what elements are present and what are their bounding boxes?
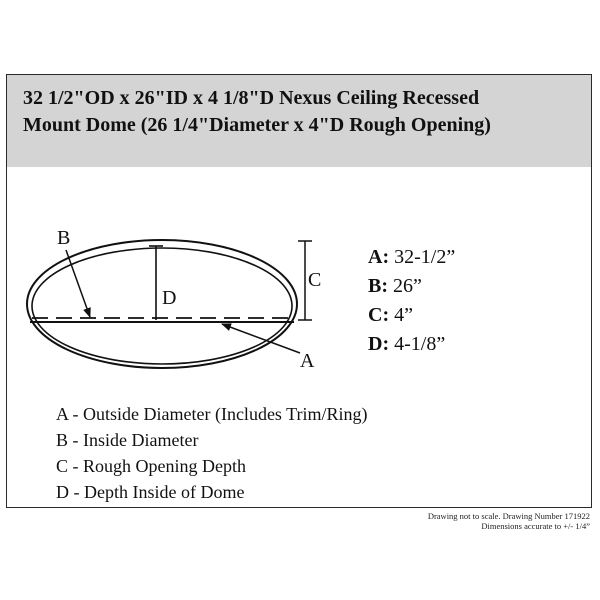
legend-item-d: D - Depth Inside of Dome bbox=[56, 482, 245, 502]
legend-item-a: A - Outside Diameter (Includes Trim/Ring) bbox=[56, 404, 368, 424]
spec-row-b bbox=[368, 273, 578, 302]
product-title-line-2: Mount Dome (26 1/4"Diameter x 4"D Rough Opening) bbox=[23, 114, 491, 136]
spec-key: A: bbox=[368, 246, 390, 268]
spec-key: C: bbox=[368, 304, 390, 326]
spec-row-d bbox=[368, 331, 578, 360]
spec-row-a bbox=[368, 244, 578, 273]
callout-d: D bbox=[162, 287, 177, 309]
callout-b-arrow bbox=[66, 250, 90, 317]
spec-row-c bbox=[368, 302, 578, 331]
product-title-line-1: 32 1/2"OD x 26"ID x 4 1/8"D Nexus Ceiling Recessed bbox=[23, 87, 480, 109]
dimension-specs bbox=[368, 244, 578, 360]
callout-a: A bbox=[300, 350, 315, 372]
spec-value: 32-1/2” bbox=[389, 246, 456, 268]
footnote-scale: Drawing not to scale. Drawing Number 171922 bbox=[427, 511, 590, 521]
legend-item-b: B - Inside Diameter bbox=[56, 430, 199, 450]
spec-value: 4-1/8” bbox=[389, 333, 446, 355]
spec-value: 4” bbox=[389, 304, 413, 326]
legend-item-c: C - Rough Opening Depth bbox=[56, 456, 246, 476]
spec-key: B: bbox=[368, 275, 388, 297]
callout-c: C bbox=[308, 269, 322, 291]
callout-b: B bbox=[57, 227, 71, 249]
dimension-legend bbox=[56, 402, 556, 506]
drawing-footnote bbox=[428, 511, 590, 531]
spec-value: 26” bbox=[388, 275, 422, 297]
callout-a-arrow bbox=[222, 324, 300, 353]
footnote-accuracy: Dimensions accurate to +/- 1/4” bbox=[481, 521, 590, 531]
spec-key: D: bbox=[368, 333, 390, 355]
